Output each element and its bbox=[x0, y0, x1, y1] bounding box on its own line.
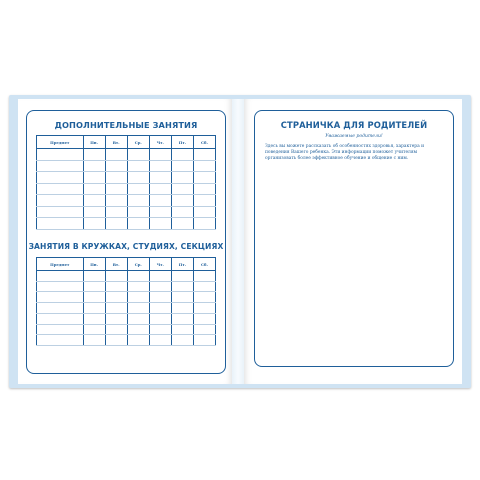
table-cell bbox=[193, 206, 215, 218]
table-cell bbox=[83, 313, 105, 324]
table-cell bbox=[127, 324, 149, 335]
table-cell bbox=[105, 324, 127, 335]
table-cell bbox=[105, 335, 127, 346]
table-cell bbox=[171, 313, 193, 324]
table-cell bbox=[105, 271, 127, 282]
table-cell bbox=[37, 324, 84, 335]
table-cell bbox=[193, 303, 215, 314]
table-row bbox=[37, 195, 216, 207]
table-cell bbox=[149, 303, 171, 314]
column-header: Сб. bbox=[193, 258, 215, 271]
table-cell bbox=[37, 195, 84, 207]
parents-note: Здесь вы можете рассказать об особенностях здоровья, характера и поведения Вашего ребенка. Эти информации поможет учителям организовать более эффективное обучение и общение с ним. bbox=[265, 144, 425, 162]
table-cell bbox=[149, 271, 171, 282]
table-cell bbox=[193, 172, 215, 184]
column-header: Вт. bbox=[105, 258, 127, 271]
table-cell bbox=[149, 149, 171, 161]
table-cell bbox=[171, 172, 193, 184]
table-cell bbox=[127, 195, 149, 207]
table-cell bbox=[37, 303, 84, 314]
column-header: Чт. bbox=[149, 258, 171, 271]
table-row bbox=[37, 218, 216, 230]
column-header: Сб. bbox=[193, 136, 215, 149]
extra-activities-table bbox=[36, 135, 216, 230]
column-header: Пн. bbox=[83, 136, 105, 149]
left-page-frame bbox=[26, 110, 226, 374]
table-cell bbox=[105, 281, 127, 292]
table-cell bbox=[149, 313, 171, 324]
column-header: Пн. bbox=[83, 258, 105, 271]
parents-greeting: Уважаемые родители! bbox=[325, 134, 383, 139]
table-cell bbox=[193, 149, 215, 161]
table-row bbox=[37, 206, 216, 218]
table-cell bbox=[105, 195, 127, 207]
table-cell bbox=[193, 335, 215, 346]
table-cell bbox=[193, 292, 215, 303]
table-cell bbox=[127, 313, 149, 324]
table-cell bbox=[105, 160, 127, 172]
table-row bbox=[37, 281, 216, 292]
column-header: Пт. bbox=[171, 136, 193, 149]
table-cell bbox=[193, 313, 215, 324]
column-header: Вт. bbox=[105, 136, 127, 149]
table-cell bbox=[127, 206, 149, 218]
table-cell bbox=[37, 160, 84, 172]
table-cell bbox=[83, 303, 105, 314]
table-cell bbox=[149, 281, 171, 292]
table-cell bbox=[37, 149, 84, 161]
clubs-title: ЗАНЯТИЯ В КРУЖКАХ, СТУДИЯХ, СЕКЦИЯХ bbox=[28, 242, 224, 251]
table-cell bbox=[105, 218, 127, 230]
table-cell bbox=[127, 218, 149, 230]
parents-page-frame bbox=[254, 110, 454, 367]
table-cell bbox=[37, 281, 84, 292]
table-cell bbox=[193, 281, 215, 292]
book-spine bbox=[232, 99, 244, 384]
table-cell bbox=[193, 183, 215, 195]
table-cell bbox=[83, 206, 105, 218]
table-cell bbox=[105, 149, 127, 161]
table-cell bbox=[37, 206, 84, 218]
table-cell bbox=[149, 195, 171, 207]
table-cell bbox=[149, 218, 171, 230]
table-cell bbox=[149, 292, 171, 303]
table-cell bbox=[127, 172, 149, 184]
table-row bbox=[37, 172, 216, 184]
table-cell bbox=[83, 183, 105, 195]
table-cell bbox=[83, 149, 105, 161]
table-cell bbox=[83, 324, 105, 335]
table-cell bbox=[193, 160, 215, 172]
table-cell bbox=[193, 195, 215, 207]
table-header-row bbox=[37, 136, 216, 149]
table-cell bbox=[105, 206, 127, 218]
table-cell bbox=[149, 183, 171, 195]
table-row bbox=[37, 313, 216, 324]
table-row bbox=[37, 149, 216, 161]
table-cell bbox=[83, 218, 105, 230]
table-cell bbox=[127, 335, 149, 346]
table-cell bbox=[149, 335, 171, 346]
table-cell bbox=[83, 195, 105, 207]
table-cell bbox=[127, 149, 149, 161]
table-cell bbox=[171, 160, 193, 172]
table-cell bbox=[83, 281, 105, 292]
table-row bbox=[37, 183, 216, 195]
table-cell bbox=[105, 313, 127, 324]
table-cell bbox=[127, 303, 149, 314]
table-cell bbox=[149, 206, 171, 218]
column-header: Ср. bbox=[127, 258, 149, 271]
table-row bbox=[37, 303, 216, 314]
table-cell bbox=[83, 271, 105, 282]
table-cell bbox=[171, 206, 193, 218]
table-cell bbox=[171, 303, 193, 314]
table-cell bbox=[127, 183, 149, 195]
table-row bbox=[37, 292, 216, 303]
table-cell bbox=[83, 160, 105, 172]
table-cell bbox=[171, 271, 193, 282]
table-header-row bbox=[37, 258, 216, 271]
table-row bbox=[37, 160, 216, 172]
table-cell bbox=[83, 172, 105, 184]
column-header: Пт. bbox=[171, 258, 193, 271]
table-cell bbox=[171, 195, 193, 207]
table-cell bbox=[127, 271, 149, 282]
table-cell bbox=[149, 160, 171, 172]
table-cell bbox=[37, 335, 84, 346]
table-cell bbox=[37, 292, 84, 303]
column-header: Чт. bbox=[149, 136, 171, 149]
table-cell bbox=[171, 324, 193, 335]
table-cell bbox=[105, 183, 127, 195]
table-row bbox=[37, 324, 216, 335]
table-cell bbox=[171, 218, 193, 230]
table-row bbox=[37, 271, 216, 282]
table-cell bbox=[37, 271, 84, 282]
table-cell bbox=[193, 218, 215, 230]
column-header: Предмет bbox=[37, 258, 84, 271]
parents-page-title: СТРАНИЧКА ДЛЯ РОДИТЕЛЕЙ bbox=[280, 120, 428, 130]
clubs-table bbox=[36, 257, 216, 346]
table-cell bbox=[171, 292, 193, 303]
table-cell bbox=[127, 160, 149, 172]
table-cell bbox=[171, 335, 193, 346]
table-cell bbox=[149, 172, 171, 184]
table-row bbox=[37, 335, 216, 346]
table-cell bbox=[171, 149, 193, 161]
table-cell bbox=[127, 292, 149, 303]
table-cell bbox=[37, 313, 84, 324]
table-cell bbox=[171, 183, 193, 195]
table-cell bbox=[149, 324, 171, 335]
table-cell bbox=[37, 172, 84, 184]
column-header: Предмет bbox=[37, 136, 84, 149]
table-cell bbox=[171, 281, 193, 292]
table-cell bbox=[105, 172, 127, 184]
extra-activities-title: ДОПОЛНИТЕЛЬНЫЕ ЗАНЯТИЯ bbox=[54, 120, 198, 130]
table-cell bbox=[105, 292, 127, 303]
table-cell bbox=[37, 183, 84, 195]
table-cell bbox=[193, 271, 215, 282]
table-cell bbox=[193, 324, 215, 335]
table-cell bbox=[105, 303, 127, 314]
column-header: Ср. bbox=[127, 136, 149, 149]
table-cell bbox=[127, 281, 149, 292]
table-cell bbox=[83, 292, 105, 303]
table-cell bbox=[83, 335, 105, 346]
table-cell bbox=[37, 218, 84, 230]
